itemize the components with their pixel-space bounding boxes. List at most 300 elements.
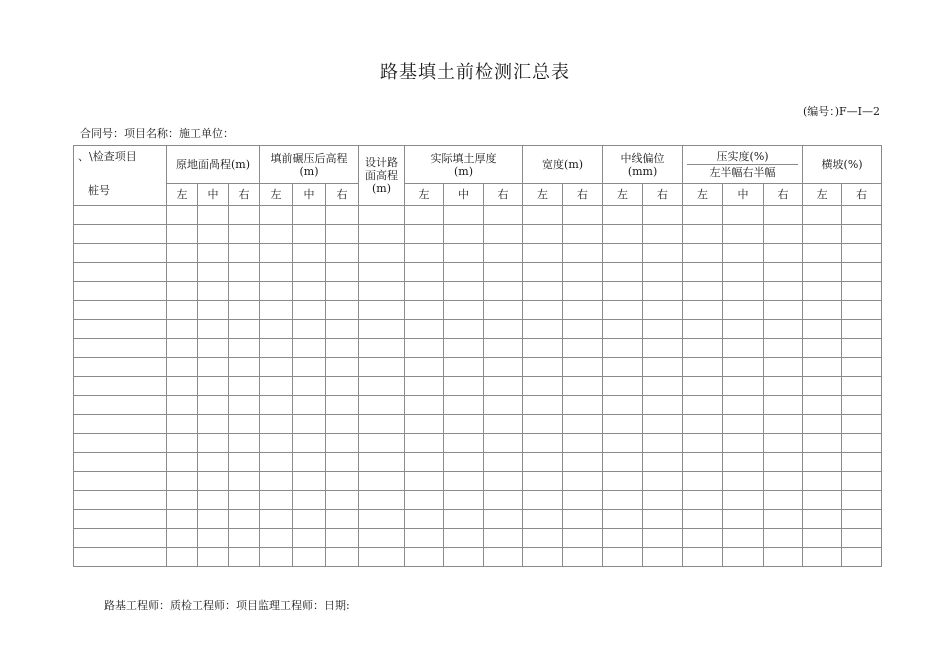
table-cell[interactable] bbox=[563, 244, 603, 263]
table-cell[interactable] bbox=[405, 358, 444, 377]
table-cell[interactable] bbox=[359, 491, 405, 510]
table-cell[interactable] bbox=[764, 244, 803, 263]
table-cell[interactable] bbox=[842, 434, 882, 453]
table-cell[interactable] bbox=[167, 491, 198, 510]
table-cell[interactable] bbox=[643, 453, 683, 472]
table-cell[interactable] bbox=[260, 453, 293, 472]
table-cell[interactable] bbox=[484, 491, 523, 510]
table-cell[interactable] bbox=[326, 491, 359, 510]
table-cell[interactable] bbox=[723, 225, 764, 244]
table-cell[interactable] bbox=[764, 453, 803, 472]
table-cell[interactable] bbox=[523, 548, 563, 567]
table-cell[interactable] bbox=[293, 244, 326, 263]
table-cell[interactable] bbox=[260, 415, 293, 434]
table-cell[interactable] bbox=[563, 339, 603, 358]
table-cell[interactable] bbox=[229, 225, 260, 244]
table-cell[interactable] bbox=[764, 206, 803, 225]
table-cell[interactable] bbox=[803, 206, 842, 225]
table-cell[interactable] bbox=[74, 415, 167, 434]
table-cell[interactable] bbox=[229, 453, 260, 472]
table-cell[interactable] bbox=[198, 206, 229, 225]
table-cell[interactable] bbox=[484, 301, 523, 320]
table-cell[interactable] bbox=[603, 377, 643, 396]
table-cell[interactable] bbox=[842, 548, 882, 567]
table-cell[interactable] bbox=[326, 282, 359, 301]
table-cell[interactable] bbox=[723, 244, 764, 263]
table-cell[interactable] bbox=[484, 225, 523, 244]
table-cell[interactable] bbox=[523, 453, 563, 472]
table-cell[interactable] bbox=[198, 263, 229, 282]
table-cell[interactable] bbox=[167, 396, 198, 415]
table-cell[interactable] bbox=[359, 301, 405, 320]
table-cell[interactable] bbox=[603, 206, 643, 225]
table-cell[interactable] bbox=[198, 472, 229, 491]
table-cell[interactable] bbox=[803, 548, 842, 567]
table-cell[interactable] bbox=[643, 434, 683, 453]
table-cell[interactable] bbox=[842, 320, 882, 339]
table-cell[interactable] bbox=[326, 377, 359, 396]
table-cell[interactable] bbox=[683, 320, 723, 339]
table-cell[interactable] bbox=[167, 434, 198, 453]
table-cell[interactable] bbox=[643, 529, 683, 548]
table-cell[interactable] bbox=[484, 415, 523, 434]
table-cell[interactable] bbox=[683, 282, 723, 301]
table-cell[interactable] bbox=[167, 282, 198, 301]
table-cell[interactable] bbox=[198, 282, 229, 301]
table-cell[interactable] bbox=[683, 396, 723, 415]
table-cell[interactable] bbox=[523, 339, 563, 358]
table-cell[interactable] bbox=[260, 510, 293, 529]
table-cell[interactable] bbox=[198, 377, 229, 396]
table-cell[interactable] bbox=[603, 301, 643, 320]
table-cell[interactable] bbox=[842, 339, 882, 358]
table-cell[interactable] bbox=[842, 206, 882, 225]
table-cell[interactable] bbox=[683, 548, 723, 567]
table-cell[interactable] bbox=[198, 301, 229, 320]
table-cell[interactable] bbox=[803, 244, 842, 263]
table-cell[interactable] bbox=[74, 358, 167, 377]
table-cell[interactable] bbox=[293, 396, 326, 415]
table-cell[interactable] bbox=[484, 510, 523, 529]
table-cell[interactable] bbox=[167, 472, 198, 491]
table-cell[interactable] bbox=[563, 472, 603, 491]
table-cell[interactable] bbox=[405, 472, 444, 491]
table-cell[interactable] bbox=[764, 225, 803, 244]
table-cell[interactable] bbox=[764, 263, 803, 282]
table-cell[interactable] bbox=[444, 415, 484, 434]
table-cell[interactable] bbox=[293, 415, 326, 434]
table-cell[interactable] bbox=[359, 320, 405, 339]
table-cell[interactable] bbox=[293, 282, 326, 301]
table-cell[interactable] bbox=[603, 491, 643, 510]
table-cell[interactable] bbox=[723, 548, 764, 567]
table-cell[interactable] bbox=[326, 510, 359, 529]
table-cell[interactable] bbox=[198, 358, 229, 377]
table-cell[interactable] bbox=[229, 282, 260, 301]
table-cell[interactable] bbox=[359, 415, 405, 434]
table-cell[interactable] bbox=[723, 301, 764, 320]
table-cell[interactable] bbox=[484, 453, 523, 472]
table-cell[interactable] bbox=[484, 377, 523, 396]
table-cell[interactable] bbox=[643, 282, 683, 301]
table-cell[interactable] bbox=[723, 529, 764, 548]
table-cell[interactable] bbox=[359, 282, 405, 301]
table-cell[interactable] bbox=[523, 510, 563, 529]
table-cell[interactable] bbox=[803, 358, 842, 377]
table-cell[interactable] bbox=[326, 320, 359, 339]
table-cell[interactable] bbox=[260, 282, 293, 301]
table-cell[interactable] bbox=[359, 434, 405, 453]
table-cell[interactable] bbox=[523, 396, 563, 415]
table-cell[interactable] bbox=[74, 263, 167, 282]
table-cell[interactable] bbox=[523, 415, 563, 434]
table-cell[interactable] bbox=[167, 244, 198, 263]
table-cell[interactable] bbox=[484, 339, 523, 358]
table-cell[interactable] bbox=[260, 301, 293, 320]
table-cell[interactable] bbox=[683, 453, 723, 472]
table-cell[interactable] bbox=[484, 548, 523, 567]
table-cell[interactable] bbox=[603, 225, 643, 244]
table-cell[interactable] bbox=[603, 472, 643, 491]
table-cell[interactable] bbox=[405, 282, 444, 301]
table-cell[interactable] bbox=[260, 434, 293, 453]
table-cell[interactable] bbox=[260, 358, 293, 377]
table-cell[interactable] bbox=[643, 491, 683, 510]
table-cell[interactable] bbox=[723, 415, 764, 434]
table-cell[interactable] bbox=[326, 529, 359, 548]
table-cell[interactable] bbox=[803, 453, 842, 472]
table-cell[interactable] bbox=[444, 510, 484, 529]
table-cell[interactable] bbox=[683, 358, 723, 377]
table-cell[interactable] bbox=[260, 491, 293, 510]
table-cell[interactable] bbox=[359, 263, 405, 282]
table-cell[interactable] bbox=[523, 301, 563, 320]
table-cell[interactable] bbox=[523, 529, 563, 548]
table-cell[interactable] bbox=[764, 377, 803, 396]
table-cell[interactable] bbox=[764, 472, 803, 491]
table-cell[interactable] bbox=[359, 358, 405, 377]
table-cell[interactable] bbox=[803, 263, 842, 282]
table-cell[interactable] bbox=[74, 396, 167, 415]
table-cell[interactable] bbox=[683, 339, 723, 358]
table-cell[interactable] bbox=[563, 529, 603, 548]
table-cell[interactable] bbox=[603, 396, 643, 415]
table-cell[interactable] bbox=[444, 548, 484, 567]
table-cell[interactable] bbox=[683, 301, 723, 320]
table-cell[interactable] bbox=[523, 358, 563, 377]
table-cell[interactable] bbox=[74, 282, 167, 301]
table-cell[interactable] bbox=[74, 320, 167, 339]
table-cell[interactable] bbox=[842, 491, 882, 510]
table-cell[interactable] bbox=[563, 225, 603, 244]
table-cell[interactable] bbox=[229, 244, 260, 263]
table-cell[interactable] bbox=[842, 263, 882, 282]
table-cell[interactable] bbox=[326, 225, 359, 244]
table-cell[interactable] bbox=[523, 491, 563, 510]
table-cell[interactable] bbox=[643, 358, 683, 377]
table-cell[interactable] bbox=[359, 339, 405, 358]
table-cell[interactable] bbox=[326, 339, 359, 358]
table-cell[interactable] bbox=[260, 263, 293, 282]
table-cell[interactable] bbox=[563, 548, 603, 567]
table-cell[interactable] bbox=[842, 472, 882, 491]
table-cell[interactable] bbox=[444, 377, 484, 396]
table-cell[interactable] bbox=[803, 434, 842, 453]
table-cell[interactable] bbox=[198, 415, 229, 434]
table-cell[interactable] bbox=[359, 225, 405, 244]
table-cell[interactable] bbox=[683, 491, 723, 510]
table-cell[interactable] bbox=[723, 339, 764, 358]
table-cell[interactable] bbox=[643, 396, 683, 415]
table-cell[interactable] bbox=[563, 377, 603, 396]
table-cell[interactable] bbox=[74, 491, 167, 510]
table-cell[interactable] bbox=[643, 548, 683, 567]
table-cell[interactable] bbox=[764, 282, 803, 301]
table-cell[interactable] bbox=[484, 263, 523, 282]
table-cell[interactable] bbox=[198, 529, 229, 548]
table-cell[interactable] bbox=[803, 510, 842, 529]
table-cell[interactable] bbox=[842, 529, 882, 548]
table-cell[interactable] bbox=[293, 225, 326, 244]
table-cell[interactable] bbox=[444, 339, 484, 358]
table-cell[interactable] bbox=[484, 206, 523, 225]
table-cell[interactable] bbox=[643, 225, 683, 244]
table-cell[interactable] bbox=[405, 301, 444, 320]
table-cell[interactable] bbox=[723, 453, 764, 472]
table-cell[interactable] bbox=[523, 244, 563, 263]
table-cell[interactable] bbox=[563, 453, 603, 472]
table-cell[interactable] bbox=[359, 396, 405, 415]
table-cell[interactable] bbox=[723, 396, 764, 415]
table-cell[interactable] bbox=[444, 491, 484, 510]
table-cell[interactable] bbox=[74, 548, 167, 567]
table-cell[interactable] bbox=[326, 244, 359, 263]
table-cell[interactable] bbox=[603, 263, 643, 282]
table-cell[interactable] bbox=[603, 320, 643, 339]
table-cell[interactable] bbox=[229, 548, 260, 567]
table-cell[interactable] bbox=[167, 415, 198, 434]
table-cell[interactable] bbox=[405, 244, 444, 263]
table-cell[interactable] bbox=[563, 510, 603, 529]
table-cell[interactable] bbox=[198, 453, 229, 472]
table-cell[interactable] bbox=[260, 529, 293, 548]
table-cell[interactable] bbox=[444, 244, 484, 263]
table-cell[interactable] bbox=[803, 396, 842, 415]
table-cell[interactable] bbox=[405, 529, 444, 548]
table-cell[interactable] bbox=[444, 472, 484, 491]
table-cell[interactable] bbox=[842, 510, 882, 529]
table-cell[interactable] bbox=[229, 377, 260, 396]
table-cell[interactable] bbox=[803, 415, 842, 434]
table-cell[interactable] bbox=[74, 472, 167, 491]
table-cell[interactable] bbox=[198, 548, 229, 567]
table-cell[interactable] bbox=[723, 282, 764, 301]
table-cell[interactable] bbox=[260, 206, 293, 225]
table-cell[interactable] bbox=[198, 244, 229, 263]
table-cell[interactable] bbox=[260, 548, 293, 567]
table-cell[interactable] bbox=[444, 320, 484, 339]
table-cell[interactable] bbox=[405, 548, 444, 567]
table-cell[interactable] bbox=[803, 377, 842, 396]
table-cell[interactable] bbox=[643, 320, 683, 339]
table-cell[interactable] bbox=[803, 529, 842, 548]
table-cell[interactable] bbox=[484, 472, 523, 491]
table-cell[interactable] bbox=[643, 377, 683, 396]
table-cell[interactable] bbox=[523, 225, 563, 244]
table-cell[interactable] bbox=[260, 377, 293, 396]
table-cell[interactable] bbox=[842, 301, 882, 320]
table-cell[interactable] bbox=[643, 263, 683, 282]
table-cell[interactable] bbox=[444, 434, 484, 453]
table-cell[interactable] bbox=[405, 491, 444, 510]
table-cell[interactable] bbox=[198, 510, 229, 529]
table-cell[interactable] bbox=[764, 358, 803, 377]
table-cell[interactable] bbox=[444, 206, 484, 225]
table-cell[interactable] bbox=[764, 339, 803, 358]
table-cell[interactable] bbox=[359, 453, 405, 472]
table-cell[interactable] bbox=[260, 320, 293, 339]
table-cell[interactable] bbox=[260, 339, 293, 358]
table-cell[interactable] bbox=[405, 434, 444, 453]
table-cell[interactable] bbox=[484, 358, 523, 377]
table-cell[interactable] bbox=[603, 529, 643, 548]
table-cell[interactable] bbox=[293, 548, 326, 567]
table-cell[interactable] bbox=[167, 339, 198, 358]
table-cell[interactable] bbox=[603, 434, 643, 453]
table-cell[interactable] bbox=[723, 358, 764, 377]
table-cell[interactable] bbox=[643, 472, 683, 491]
table-cell[interactable] bbox=[444, 453, 484, 472]
table-cell[interactable] bbox=[842, 377, 882, 396]
table-cell[interactable] bbox=[523, 282, 563, 301]
table-cell[interactable] bbox=[74, 529, 167, 548]
table-cell[interactable] bbox=[523, 377, 563, 396]
table-cell[interactable] bbox=[359, 377, 405, 396]
table-cell[interactable] bbox=[167, 453, 198, 472]
table-cell[interactable] bbox=[74, 339, 167, 358]
table-cell[interactable] bbox=[74, 453, 167, 472]
table-cell[interactable] bbox=[293, 453, 326, 472]
table-cell[interactable] bbox=[723, 377, 764, 396]
table-cell[interactable] bbox=[229, 301, 260, 320]
table-cell[interactable] bbox=[683, 510, 723, 529]
table-cell[interactable] bbox=[229, 491, 260, 510]
table-cell[interactable] bbox=[842, 453, 882, 472]
table-cell[interactable] bbox=[842, 358, 882, 377]
table-cell[interactable] bbox=[229, 510, 260, 529]
table-cell[interactable] bbox=[764, 301, 803, 320]
table-cell[interactable] bbox=[723, 434, 764, 453]
table-cell[interactable] bbox=[167, 548, 198, 567]
table-cell[interactable] bbox=[764, 548, 803, 567]
table-cell[interactable] bbox=[563, 491, 603, 510]
table-cell[interactable] bbox=[723, 491, 764, 510]
table-cell[interactable] bbox=[74, 434, 167, 453]
table-cell[interactable] bbox=[523, 434, 563, 453]
table-cell[interactable] bbox=[359, 472, 405, 491]
table-cell[interactable] bbox=[764, 529, 803, 548]
table-cell[interactable] bbox=[523, 472, 563, 491]
table-cell[interactable] bbox=[723, 206, 764, 225]
table-cell[interactable] bbox=[229, 529, 260, 548]
table-cell[interactable] bbox=[293, 301, 326, 320]
table-cell[interactable] bbox=[803, 301, 842, 320]
table-cell[interactable] bbox=[444, 396, 484, 415]
table-cell[interactable] bbox=[74, 377, 167, 396]
table-cell[interactable] bbox=[167, 510, 198, 529]
table-cell[interactable] bbox=[683, 529, 723, 548]
table-cell[interactable] bbox=[683, 263, 723, 282]
table-cell[interactable] bbox=[326, 358, 359, 377]
table-cell[interactable] bbox=[198, 339, 229, 358]
table-cell[interactable] bbox=[167, 358, 198, 377]
table-cell[interactable] bbox=[563, 434, 603, 453]
table-cell[interactable] bbox=[484, 434, 523, 453]
table-cell[interactable] bbox=[359, 529, 405, 548]
table-cell[interactable] bbox=[444, 282, 484, 301]
table-cell[interactable] bbox=[405, 453, 444, 472]
table-cell[interactable] bbox=[842, 282, 882, 301]
table-cell[interactable] bbox=[444, 225, 484, 244]
table-cell[interactable] bbox=[603, 415, 643, 434]
table-cell[interactable] bbox=[359, 548, 405, 567]
table-cell[interactable] bbox=[293, 206, 326, 225]
table-cell[interactable] bbox=[229, 206, 260, 225]
table-cell[interactable] bbox=[484, 282, 523, 301]
table-cell[interactable] bbox=[643, 339, 683, 358]
table-cell[interactable] bbox=[359, 244, 405, 263]
table-cell[interactable] bbox=[603, 339, 643, 358]
table-cell[interactable] bbox=[293, 339, 326, 358]
table-cell[interactable] bbox=[198, 491, 229, 510]
table-cell[interactable] bbox=[563, 263, 603, 282]
table-cell[interactable] bbox=[326, 396, 359, 415]
table-cell[interactable] bbox=[167, 301, 198, 320]
table-cell[interactable] bbox=[326, 206, 359, 225]
table-cell[interactable] bbox=[603, 244, 643, 263]
table-cell[interactable] bbox=[405, 263, 444, 282]
table-cell[interactable] bbox=[643, 301, 683, 320]
table-cell[interactable] bbox=[764, 434, 803, 453]
table-cell[interactable] bbox=[74, 225, 167, 244]
table-cell[interactable] bbox=[326, 301, 359, 320]
table-cell[interactable] bbox=[198, 225, 229, 244]
table-cell[interactable] bbox=[842, 415, 882, 434]
table-cell[interactable] bbox=[683, 244, 723, 263]
table-cell[interactable] bbox=[326, 263, 359, 282]
table-cell[interactable] bbox=[683, 434, 723, 453]
table-cell[interactable] bbox=[683, 377, 723, 396]
table-cell[interactable] bbox=[229, 358, 260, 377]
table-cell[interactable] bbox=[326, 434, 359, 453]
table-cell[interactable] bbox=[260, 472, 293, 491]
table-cell[interactable] bbox=[723, 472, 764, 491]
table-cell[interactable] bbox=[842, 244, 882, 263]
table-cell[interactable] bbox=[74, 206, 167, 225]
table-cell[interactable] bbox=[359, 510, 405, 529]
table-cell[interactable] bbox=[326, 453, 359, 472]
table-cell[interactable] bbox=[326, 415, 359, 434]
table-cell[interactable] bbox=[484, 320, 523, 339]
table-cell[interactable] bbox=[229, 472, 260, 491]
table-cell[interactable] bbox=[603, 510, 643, 529]
table-cell[interactable] bbox=[803, 491, 842, 510]
table-cell[interactable] bbox=[167, 320, 198, 339]
table-cell[interactable] bbox=[74, 301, 167, 320]
table-cell[interactable] bbox=[229, 415, 260, 434]
table-cell[interactable] bbox=[229, 320, 260, 339]
table-cell[interactable] bbox=[603, 358, 643, 377]
